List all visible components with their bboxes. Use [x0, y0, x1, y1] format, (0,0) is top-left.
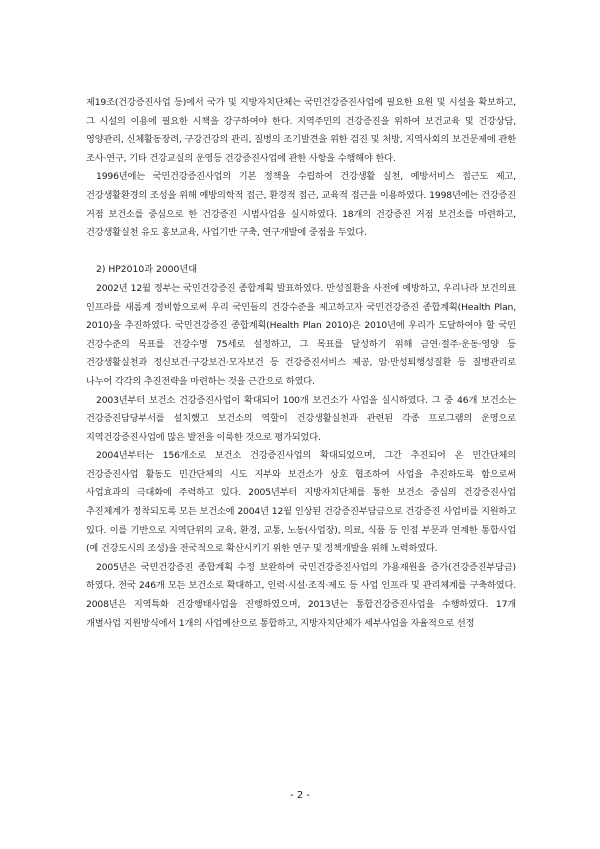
section-heading: 2) HP2010과 2000년대: [96, 264, 198, 276]
paragraph-spacer: [86, 243, 516, 262]
body-paragraph: 2002년 12월 정부는 국민건강증진 종합계획 발표하였다. 만성질환을 사전에 예방하고, 우리나라 보건의료 인프라를 새롭게 정비함으로써 우리 국민들의 건강수준을 제고하고자 국민건강증진 종합계획(Health Plan, 2010)을 추진하였다. 국민건강증진 종합계획(Health Plan 2010)은 2010년에 우리가 도달하여야 할 국민 건강수준의 목표를 건강수명 75세로 설정하고, 그 목표를 달성하기 위해 금연·절주·운동·영양 등 건강생활실천과 정신보건·구강보건·모자보건 등 건강증진서비스 제공, 암·만성퇴행성질환 등 질병관리로 나누어 각각의 추진전략을 마련하는 것을 근간으로 하였다.: [86, 282, 516, 387]
body-paragraph: 2004년부터는 156개소로 보건소 건강증진사업의 확대되었으며, 그간 추진되어 온 민간단체의 건강증진사업 활동도 민간단체의 시도 지부와 보건소가 상호 협조하여 사업을 추진하도록 함으로써 사업효과의 극대화에 주력하고 있다. 2005년부터 지방자치단체를 통한 보건소 중심의 건강증진사업 추진체계가 정착되도록 모든 보건소에 2004년 12월 인상된 건강증진부담금으로 건강증진 사업비를 지원하고 있다. 이를 기반으로 지역단위의 교육, 환경, 교통, 노동(사업장), 의료, 식품 등 인접 부문과 연계한 통합사업(예 건강도시의 조성)을 전국적으로 확산시키기 위한 연구 및 정책개발을 위해 노력하였다.: [86, 450, 516, 555]
body-paragraph: 2003년부터 보건소 건강증진사업이 확대되어 100개 보건소가 사업을 실시하였다. 그 중 46개 보건소는 건강증진담당부서를 설치했고 보건소의 역할이 건강생활실천과 관련된 각종 프로그램의 운영으로 지역건강증진사업에 많은 발전을 이룩한 것으로 평가되었다.: [86, 394, 516, 443]
page-number: - 2 -: [290, 790, 310, 801]
body-paragraph: 1996년에는 국민건강증진사업의 기본 정책을 수립하여 건강생활 실천, 예방서비스 접근도 제고, 건강생활환경의 조성을 위해 예방의학적 접근, 환경적 접근, 교육적 접근을 이용하였다. 1998년에는 건강증진 거점 보건소를 중심으로 한 건강증진 시범사업을 실시하였다. 18개의 건강증진 거점 보건소를 마련하고, 건강생활실천 유도 홍보교육, 사업기반 구축, 연구개발에 중점을 두었다.: [86, 171, 516, 239]
document-page: [86, 94, 516, 633]
body-paragraph: 제19조(건강증진사업 등)에서 국가 및 지방자치단체는 국민건강증진사업에 필요한 요원 및 시설을 확보하고, 그 시설의 이용에 필요한 시책을 강구하여야 한다. 지역주민의 건강증진을 위하여 보건교육 및 건강상담, 영양관리, 신체활동장려, 구강건강의 관리, 질병의 조기발견을 위한 검진 및 처방, 지역사회의 보건문제에 관한 조사·연구, 기타 건강교실의 운영등 건강증진사업에 관한 사항을 수행해야 한다.: [86, 97, 516, 164]
body-paragraph: 2005년은 국민건강증진 종합계획 수정 보완하여 국민건강증진사업의 가용재원을 증가(건강증진부담금)하였다. 전국 246개 모든 보건소로 확대하고, 인력·시설·조직·제도 등 사업 인프라 및 관리체계를 구축하였다. 2008년은 지역특화 건강행태사업을 진행하였으며, 2013년는 통합건강증진사업을 수행하였다. 17개 개별사업 지원방식에서 1개의 사업예산으로 통합하고, 지방자치단체가 세부사업을 자율적으로 선정: [86, 561, 516, 629]
